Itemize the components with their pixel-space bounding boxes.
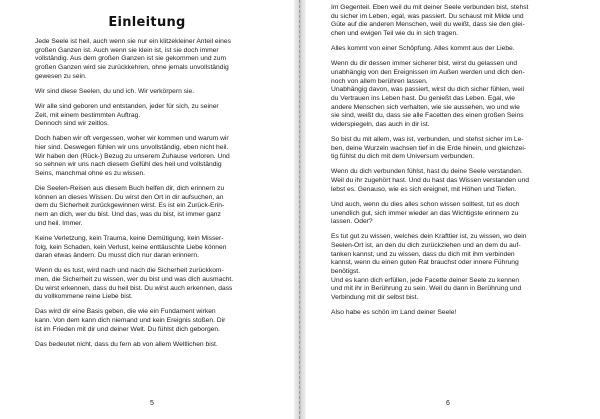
paragraph	[331, 4, 579, 39]
text-line: Die Seelen-Reisen aus diesem Buch helfen dir, dich erinnern zu	[35, 185, 225, 193]
text-line: tig fühlst du dich mit dem Universum verbunden.	[331, 153, 475, 161]
text-line: sie sind, weißt du, dass sie alle Facetten des einen großen Seins	[331, 112, 524, 120]
text-line: Alles kommt von einer Schöpfung. Alles kommt aus der Liebe.	[331, 45, 515, 53]
text-line: Und auch, wenn du dies alles schon wissen solltest, tut es doch	[331, 200, 520, 208]
text-line: Seins, manchmal ohne es zu wissen.	[35, 170, 146, 178]
text-line: Verbindung mit dir selbst bist.	[331, 294, 419, 302]
paragraph	[35, 38, 273, 82]
text-line: Doch haben wir oft vergessen, woher wir kommen und warum wir	[35, 135, 229, 143]
text-line: Weil du ihr zugehört hast. Und du hast das Wissen verstanden und	[331, 177, 530, 185]
text-line: Das wird dir eine Basis geben, die wie ein Fundament wirken	[35, 308, 216, 316]
text-line: Seelen-Ort ist, an den du dich zurückziehen und an dem du auf-	[331, 241, 521, 249]
text-line: Wir alle sind geboren und entstanden, jeder für sich, zu seiner	[35, 102, 219, 110]
chapter-title: Einleitung	[108, 15, 186, 30]
text-line: daran etwas ändern. Du musst dich nur daran erinnern.	[35, 252, 199, 260]
text-line: dem du Sicherheit zurückgewinnen wirst. Es ist ein Zurück-Erin-	[35, 202, 225, 210]
text-line: Wir haben den (Rück-) Bezug zu unserem Zuhause verloren. Und	[35, 152, 230, 160]
gutter-fold-line	[299, 0, 301, 419]
paragraph	[35, 103, 273, 129]
text-line: Es tut gut zu wissen, welches dein Krafttier ist, zu wissen, wo dein	[331, 233, 527, 241]
paragraph	[35, 341, 273, 350]
text-line: Zeit, mit einem bestimmten Auftrag.	[35, 111, 141, 119]
text-line: Im Gegenteil. Eben weil du mit deiner Seele verbunden bist, stehst	[331, 4, 529, 11]
text-line: noch von allem berühren lassen.	[331, 77, 428, 85]
text-line: Güte auf die anderen Menschen, weil du weißt, dass sie den glei-	[331, 21, 525, 29]
text-line: widerspiegeln, das auch in dir ist.	[331, 121, 430, 129]
left-page	[0, 0, 294, 419]
paragraph	[35, 235, 273, 261]
text-line: So bist du mit allem, was ist, verbunden, und stehst sicher im Le-	[331, 136, 524, 144]
paragraph	[331, 201, 579, 227]
paragraph	[331, 309, 579, 318]
text-line: du sicher im Leben, egal, was passiert. Du schaust mit Milde und	[331, 12, 524, 20]
paragraph	[331, 136, 579, 162]
text-line: können an dieses Wissen. Du wirst den Ort in dir aufsuchen, an	[35, 193, 224, 201]
text-line: Das bedeutet nicht, dass du fern ab von allem Weltlichen bist.	[35, 340, 218, 348]
text-line: Jede Seele ist heil, auch wenn sie nur ein klitzekleiner Anteil eines	[35, 38, 231, 45]
text-line: lassen. Oder?	[331, 218, 373, 226]
text-line: Keine Verletzung, kein Trauma, keine Demütigung, kein Misser-	[35, 234, 224, 242]
text-line: tanken kannst, und zu wissen, dass du dich mit ihm verbinden	[331, 250, 515, 258]
right-page	[306, 0, 600, 419]
paragraph	[331, 60, 579, 130]
text-line: unabhängig von den Ereignissen im Außen werden und dich den-	[331, 68, 525, 76]
text-line: hier sind. Deswegen fühlen wir uns unvollständig, eben nicht heil.	[35, 143, 229, 151]
text-line: Und es kann dich erfüllen, jede Facette deiner Seele zu kennen	[331, 276, 520, 284]
text-line: folg, kein Schaden, kein Verlust, keine enttäuschte Liebe können	[35, 243, 227, 251]
text-line: du Vertrauen ins Leben hast. Du genießt das Leben. Egal, wie	[331, 94, 516, 102]
text-line: ben, deine Wurzeln wachsen tief in die Erde hinein, und gleichzei-	[331, 144, 527, 152]
text-line: lebst es. Genauso, wie es sich ereignet, mit Höhen und Tiefen.	[331, 185, 517, 193]
paragraph	[331, 233, 579, 303]
text-line: andere Menschen sich verhalten, wie sie aussehen, wo und wie	[331, 103, 520, 111]
right-page-body	[331, 4, 579, 324]
text-line: Du wirst erkennen, dass du heil bist. Du wirst auch erkennen, dass	[35, 284, 233, 292]
paragraph	[331, 45, 579, 54]
text-line: unendlich gut, sich immer wieder an das Wichtigste erinnern zu	[331, 209, 519, 217]
page-number-right: 6	[446, 400, 450, 407]
text-line: du vollkommene reine Liebe bist.	[35, 293, 133, 301]
paragraph	[35, 185, 273, 229]
text-line: Unabhängig davon, was passiert, wirst du dich sicher fühlen, weil	[331, 86, 524, 94]
text-line: men, die Sicherheit zu wissen, wer du bist und was dich ausmacht.	[35, 275, 234, 283]
text-line: Wenn du dich verbunden fühlst, hast du deine Seele verstanden.	[331, 168, 523, 176]
left-page-body	[35, 38, 273, 356]
text-line: und heil. Immer.	[35, 219, 83, 227]
paragraph	[35, 308, 273, 334]
text-line: Wenn du dir dessen immer sicherer bist, wirst du gelassen und	[331, 60, 518, 68]
text-line: benötigst.	[331, 268, 360, 276]
text-line: Dennoch sind wir zeitlos.	[35, 120, 109, 128]
text-line: Wenn du es tust, wird nach und nach die Sicherheit zurückkom-	[35, 267, 224, 275]
text-line: nern an dich, wer du bist. Und das, was du bist, ist immer ganz	[35, 211, 221, 219]
paragraph	[35, 88, 273, 97]
paragraph	[331, 168, 579, 194]
text-line: vollständig. Aus dem großen Ganzen ist sie gekommen und zum	[35, 55, 227, 63]
text-line: kannst, wenn du einen guten Rat brauchst oder innere Führung	[331, 259, 519, 267]
text-line: ist im Frieden mit dir und deiner Welt. Du fühlst dich geborgen.	[35, 325, 220, 333]
text-line: gewesen zu sein.	[35, 72, 87, 80]
paragraph	[35, 267, 273, 302]
paragraph	[35, 135, 273, 179]
text-line: Wir sind diese Seelen, du und ich. Wir verkörpern sie.	[35, 87, 195, 95]
text-line: so sehnen wir uns nach diesem Gefühl des heil und vollständig	[35, 161, 222, 169]
page-number-left: 5	[150, 400, 154, 407]
text-line: Also habe es schön im Land deiner Seele!	[331, 309, 457, 317]
text-line: und mit ihr in Berührung zu sein. Weil du dann in Berührung und	[331, 285, 522, 293]
text-line: großen Ganzen wird sie zurückkehren, ohne jemals unvollständig	[35, 64, 229, 72]
text-line: kann. Von dem kann dich niemand und kein Ereignis stoßen. Dir	[35, 317, 226, 325]
text-line: chen und ewigen Teil wie du in sich tragen.	[331, 30, 459, 38]
text-line: großen Ganzen ist. Auch wenn sie klein ist, ist sie doch immer	[35, 46, 219, 54]
